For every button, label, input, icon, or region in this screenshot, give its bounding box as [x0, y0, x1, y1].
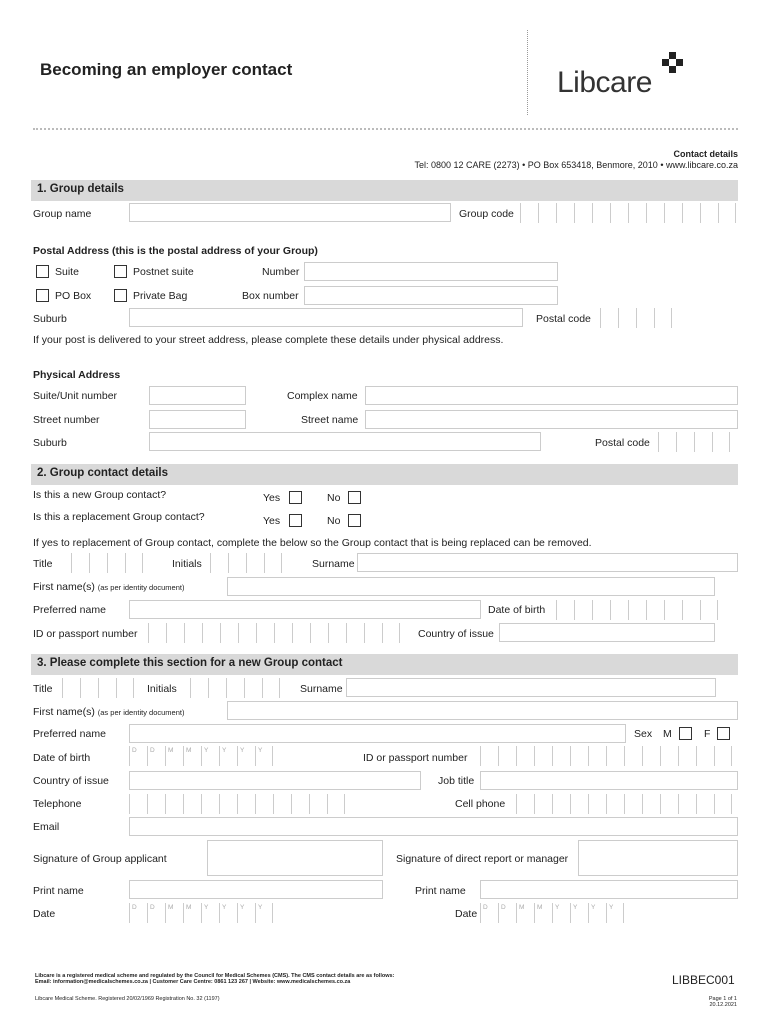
print-name2-label: Print name [415, 885, 466, 897]
date-letter: Y [204, 904, 209, 911]
cellphone-label: Cell phone [455, 798, 506, 810]
suite-unit-field[interactable] [149, 386, 246, 405]
sex-f-label: F [704, 728, 711, 740]
date-letter: M [168, 747, 174, 754]
street-delivery-note: If your post is delivered to your street address, please complete these details under physical address. [33, 334, 504, 346]
contact-heading: Contact details [673, 149, 738, 159]
date-letter: Y [204, 747, 209, 754]
physical-suburb-field[interactable] [149, 432, 541, 451]
s3-country-label: Country of issue [33, 775, 109, 787]
date-letter: Y [555, 904, 560, 911]
s3-country-field[interactable] [129, 771, 421, 790]
s2-dob-label: Date of birth [488, 604, 546, 616]
date2-label: Date [455, 908, 478, 920]
s3-initials-label: Initials [147, 683, 177, 695]
postnet-suite-label: Postnet suite [133, 266, 194, 278]
street-name-field[interactable] [365, 410, 738, 429]
date-letter: Y [240, 747, 245, 754]
date-label: Date [33, 908, 56, 920]
header-divider [527, 30, 528, 115]
section3-heading: 3. Please complete this section for a new Group contact [37, 657, 343, 669]
date-letter: D [132, 904, 137, 911]
section2-heading: 2. Group contact details [37, 467, 168, 479]
s2-id-label: ID or passport number [33, 628, 138, 640]
date-letter: M [537, 904, 543, 911]
date-letter: D [501, 904, 506, 911]
date-letter: M [168, 904, 174, 911]
sex-m-label: M [663, 728, 672, 740]
date-letter: D [150, 747, 155, 754]
complex-name-field[interactable] [365, 386, 738, 405]
date-field[interactable] [129, 903, 273, 923]
suite-label: Suite [55, 266, 79, 278]
s3-initials-field[interactable] [190, 678, 280, 698]
date-letter: Y [609, 904, 614, 911]
s2-preferred-name-label: Preferred name [33, 604, 106, 616]
date-letter: Y [222, 904, 227, 911]
private-bag-label: Private Bag [133, 290, 188, 302]
print-name2-field[interactable] [480, 880, 738, 899]
sex-f-checkbox[interactable] [717, 727, 730, 740]
street-number-label: Street number [33, 414, 100, 426]
date-letter: Y [222, 747, 227, 754]
date-letter: M [186, 904, 192, 911]
sig-direct-label: Signature of direct report or manager [396, 853, 569, 865]
street-name-label: Street name [301, 414, 359, 426]
sig-applicant-field[interactable] [207, 840, 383, 876]
s2-title-label: Title [33, 558, 53, 570]
date-letter: M [519, 904, 525, 911]
replace-yes-label: Yes [263, 515, 281, 527]
physical-heading: Physical Address [33, 369, 121, 381]
physical-postal-code-field[interactable] [658, 432, 730, 452]
section2-header [31, 464, 738, 485]
s3-surname-label: Surname [300, 683, 343, 695]
sex-m-checkbox[interactable] [679, 727, 692, 740]
s3-id-label: ID or passport number [363, 752, 468, 764]
group-name-label: Group name [33, 208, 92, 220]
s3-first-names-hint: (as per identity document) [97, 708, 185, 717]
page-number: Page 1 of 1 [708, 996, 737, 1002]
replacement-note: If yes to replacement of Group contact, complete the below so the Group contact that is being replaced can be removed. [33, 537, 592, 549]
street-number-field[interactable] [149, 410, 246, 429]
replace-no-checkbox[interactable] [348, 514, 361, 527]
s2-dob-field[interactable] [556, 600, 718, 620]
number-field[interactable] [304, 262, 558, 281]
s2-title-field[interactable] [71, 553, 143, 573]
footer-line1b: Email: information@medicalschemes.co.za | Customer Care Centre: 0861 123 267 | Website: www.medicalschemes.co.za [35, 979, 351, 985]
section1-header [31, 180, 738, 201]
s3-preferred-name-field[interactable] [129, 724, 626, 743]
logo-mark-icon [659, 50, 689, 80]
date-letter: D [483, 904, 488, 911]
po-box-checkbox[interactable] [36, 289, 49, 302]
s3-dob-field[interactable] [129, 746, 273, 766]
telephone-field[interactable] [129, 794, 345, 814]
s2-country-label: Country of issue [418, 628, 494, 640]
logo: Libcare [557, 66, 652, 99]
group-name-field[interactable] [129, 203, 451, 222]
date2-field[interactable] [480, 903, 624, 923]
s3-id-field[interactable] [480, 746, 732, 766]
header-rule [33, 128, 738, 130]
job-title-label: Job title [438, 775, 475, 787]
box-number-field[interactable] [304, 286, 558, 305]
page-title: Becoming an employer contact [40, 60, 293, 79]
date-letter: M [186, 747, 192, 754]
telephone-label: Telephone [33, 798, 82, 810]
s2-preferred-name-field[interactable] [129, 600, 481, 619]
s2-country-field[interactable] [499, 623, 715, 642]
date-letter: D [132, 747, 137, 754]
po-box-label: PO Box [55, 290, 92, 302]
contact-line: Tel: 0800 12 CARE (2273) • PO Box 653418, Benmore, 2010 • www.libcare.co.za [414, 160, 738, 170]
sig-direct-field[interactable] [578, 840, 738, 876]
revision-date: 20.12.2021 [709, 1002, 737, 1008]
s2-initials-field[interactable] [210, 553, 282, 573]
print-name-field[interactable] [129, 880, 383, 899]
date-letter: Y [573, 904, 578, 911]
s2-id-field[interactable] [148, 623, 400, 643]
group-code-field[interactable] [520, 203, 736, 223]
s2-first-names-hint: (as per identity document) [97, 583, 185, 592]
s2-first-names-field[interactable] [227, 577, 715, 596]
date-letter: Y [258, 904, 263, 911]
s3-first-names-field[interactable] [227, 701, 738, 720]
postal-code-field[interactable] [600, 308, 672, 328]
s3-first-names-text: First name(s) [33, 706, 95, 718]
date-letter: Y [258, 747, 263, 754]
s2-surname-field[interactable] [357, 553, 738, 572]
new-yes-label: Yes [263, 492, 281, 504]
s3-first-names-label [33, 706, 184, 718]
new-contact-question: Is this a new Group contact? [33, 489, 167, 501]
date-letter: Y [591, 904, 596, 911]
s3-preferred-name-label: Preferred name [33, 728, 106, 740]
private-bag-checkbox[interactable] [114, 289, 127, 302]
postnet-suite-checkbox[interactable] [114, 265, 127, 278]
s3-title-label: Title [33, 683, 53, 695]
s3-title-field[interactable] [62, 678, 134, 698]
footer-line1a: Libcare is a registered medical scheme and regulated by the Council for Medical Schemes (CMS). The CMS contact details are as follows: [35, 973, 395, 979]
suburb-label: Suburb [33, 313, 67, 325]
new-no-label: No [327, 492, 341, 504]
section1-heading: 1. Group details [37, 183, 124, 195]
s2-surname-label: Surname [312, 558, 355, 570]
suite-checkbox[interactable] [36, 265, 49, 278]
s2-first-names-text: First name(s) [33, 581, 95, 593]
number-label: Number [262, 266, 300, 278]
replacement-question: Is this a replacement Group contact? [33, 511, 205, 523]
s2-initials-label: Initials [172, 558, 202, 570]
suite-unit-label: Suite/Unit number [33, 390, 118, 402]
footer-regulation [35, 973, 394, 985]
replace-yes-checkbox[interactable] [289, 514, 302, 527]
sex-label: Sex [634, 728, 653, 740]
section3-header [31, 654, 738, 675]
date-letter: D [150, 904, 155, 911]
new-no-checkbox[interactable] [348, 491, 361, 504]
print-name-label: Print name [33, 885, 84, 897]
physical-suburb-label: Suburb [33, 437, 67, 449]
new-yes-checkbox[interactable] [289, 491, 302, 504]
date-letter: Y [240, 904, 245, 911]
complex-name-label: Complex name [287, 390, 358, 402]
group-code-label: Group code [459, 208, 514, 220]
email-field[interactable] [129, 817, 738, 836]
box-number-label: Box number [242, 290, 299, 302]
footer-registration: Libcare Medical Scheme. Registered 20/02/1969 Registration No. 32 (1197) [35, 996, 220, 1002]
physical-postal-code-label: Postal code [595, 437, 650, 449]
form-code: LIBBEC001 [672, 973, 735, 987]
cellphone-field[interactable] [516, 794, 732, 814]
postal-heading: Postal Address (this is the postal address of your Group) [33, 245, 318, 257]
page-info [709, 996, 737, 1008]
s3-surname-field[interactable] [346, 678, 716, 697]
replace-no-label: No [327, 515, 341, 527]
sig-applicant-label: Signature of Group applicant [33, 853, 167, 865]
job-title-field[interactable] [480, 771, 738, 790]
email-label: Email [33, 821, 60, 833]
postal-code-label: Postal code [536, 313, 591, 325]
suburb-field[interactable] [129, 308, 523, 327]
s2-first-names-label [33, 581, 184, 593]
s3-dob-label: Date of birth [33, 752, 91, 764]
